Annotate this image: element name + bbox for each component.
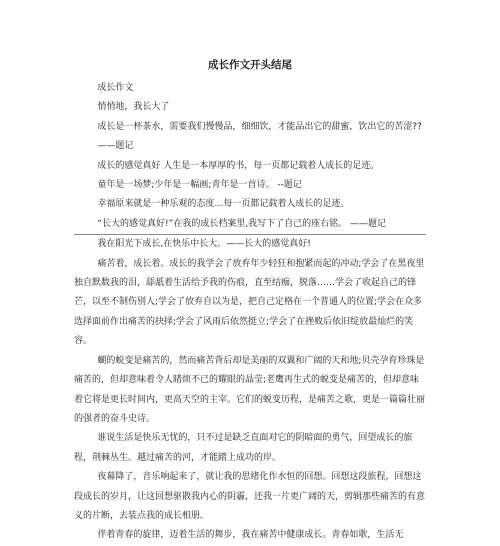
- document-body: [74, 79, 426, 546]
- paragraph: 伴着青春的旋律，迈着生活的舞步，我在痛苦中健康成长。青春如歌，生活无: [97, 530, 404, 541]
- paragraph: 我在阳光下成长,在快乐中长大。——长大的感觉真好!: [97, 239, 311, 250]
- page-title: 成长作文开头结尾: [208, 59, 292, 71]
- paragraph: 幸福原来就是一种乐观的态度…每一页都记载着人成长的足迹。: [97, 199, 350, 210]
- paragraph: 成长是一杯茶水，需要我们慢慢品，细细饮，才能品出它的甜蜜，饮出它的苦涩??: [97, 121, 422, 132]
- paragraph: 成长作文: [97, 83, 134, 93]
- epigraph-attribution: ——题记: [97, 141, 134, 152]
- paragraph: 谁说生活是快乐无忧的，只不过是缺乏直面对它的阴暗面的勇气，回望成长的旅程，荆棘丛生。越过痛苦的河，才能踏上成功的岸。: [74, 433, 413, 463]
- paragraph: 童年是一场梦;少年是一幅画;青年是一首诗。 --题记: [97, 180, 302, 191]
- paragraph: “长大的感觉真好!”在我的成长档案里,我写下了自己的座右铭。 ——题记: [74, 215, 426, 235]
- paragraph: 夜幕降了，音乐响起来了，就让我的思绪化作水恒的回想。回想这段旅程，回想这段成长的岁月，让这回想驱散我内心的阴霾，还我一片更广阔的天，剪辑那些痛苦的有意义的片断，去装点我的成长相册。: [74, 472, 426, 521]
- paragraph: 成长的感觉真好 人生是一本厚厚的书，每一页都记载着人成长的足迹。: [97, 160, 380, 171]
- paragraph: 悄悄地，我长大了: [97, 102, 170, 113]
- paragraph: 蝴的蜕变是痛苦的，然而痛苦背后却是美丽的双翼和广阔的天和地;贝壳孕育珍珠是痛苦的，但却意味着令人睹烦不已的耀眼的晶莹;老鹰再生式的蜕变是痛苦的，但却意味着它将是更长时间内，更高天空的主宰。它们的蜕变历程，是痛苦之歌，更是一篇篇壮丽的强者的奋斗史诗。: [74, 355, 426, 424]
- paragraph: 痛苦着，成长着。成长的我学会了放弃年少轻狂和抱紧而起的冲动;学会了在黑夜里独自默数我的泪，舔舐着生活给予我的伤痕，直至结痂，脱落……学会了收起自己的锋芒，以至不制伤别人;学会了放弃自以为是，把自己定格在一个普通人的位置;学会在众多选择面前作出痛苦的抉择;学会了风雨后依然挺立;学会了在挫败后依旧绽放最灿烂的笑容。: [74, 258, 425, 347]
